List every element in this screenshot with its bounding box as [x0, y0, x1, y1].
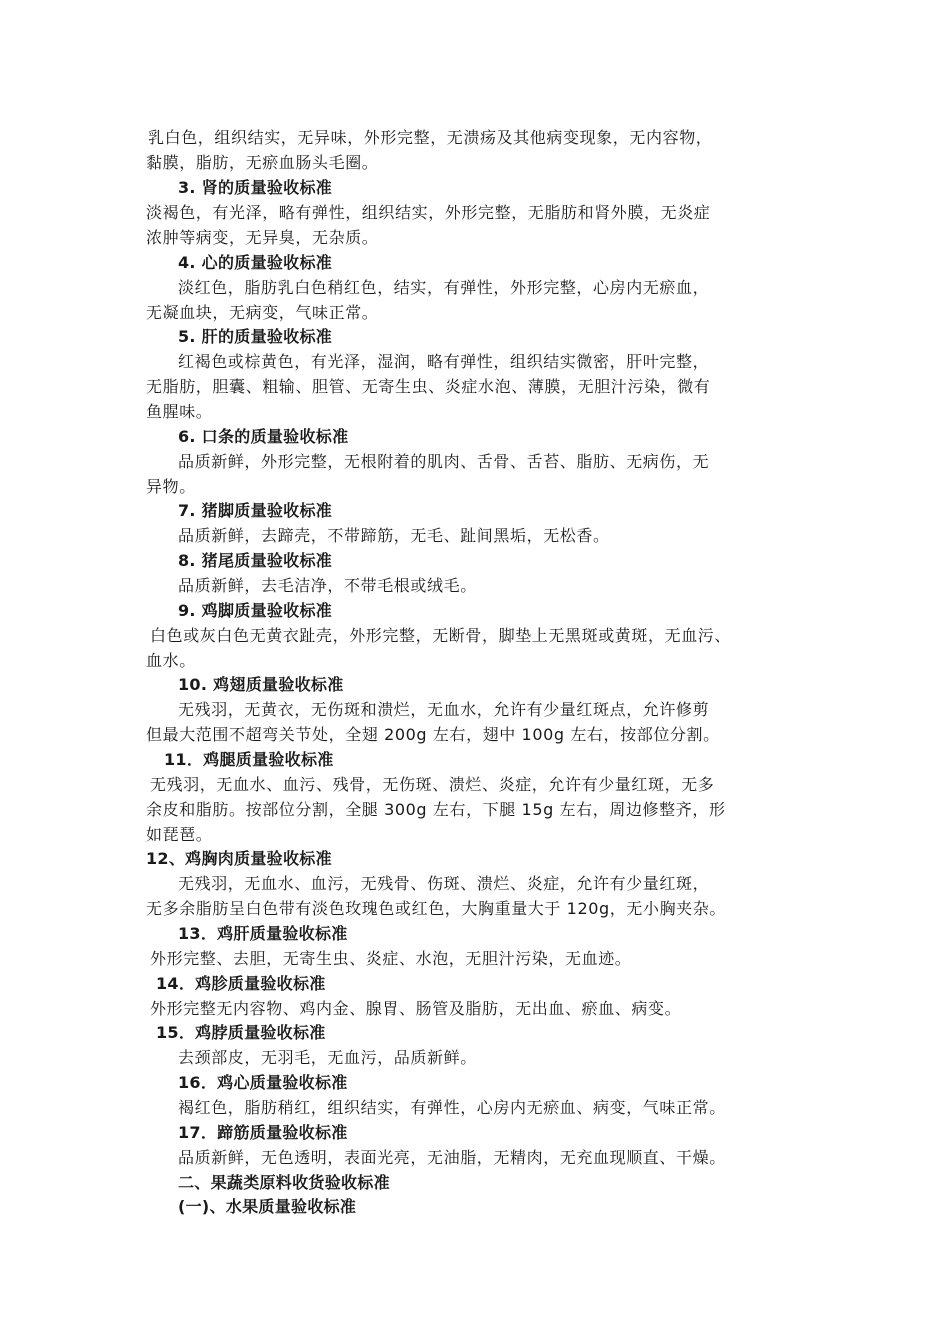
- section-heading: 15．鸡脖质量验收标准: [156, 1023, 326, 1042]
- section-heading: 9. 鸡脚质量验收标准: [178, 601, 333, 620]
- section-heading: 4. 心的质量验收标准: [178, 253, 333, 272]
- body-text-line: 异物。: [146, 477, 196, 496]
- body-text-line: 无残羽，无黄衣，无伤斑和溃烂，无血水，允许有少量红斑点，允许修剪: [178, 700, 710, 719]
- body-text-line: 黏膜，脂肪，无瘀血肠头毛圈。: [146, 153, 379, 172]
- body-text-line: 品质新鲜，外形完整，无根附着的肌肉、舌骨、舌苔、脂肪、无病伤，无: [178, 452, 710, 471]
- body-text-line: 品质新鲜，去毛洁净，不带毛根或绒毛。: [178, 576, 477, 595]
- body-text-line: 浓肿等病变，无异臭，无杂质。: [146, 228, 379, 247]
- section-heading: 10. 鸡翅质量验收标准: [178, 675, 344, 694]
- body-text-line: 白色或灰白色无黄衣趾壳，外形完整，无断骨，脚垫上无黑斑或黄斑，无血污、: [150, 626, 732, 645]
- body-text-line: 无残羽，无血水、血污，无残骨、伤斑、溃烂、炎症，允许有少量红斑，: [178, 874, 710, 893]
- body-text-line: 淡褐色，有光泽，略有弹性，组织结实，外形完整，无脂肪和肾外膜，无炎症: [146, 203, 711, 222]
- body-text-line: 但最大范围不超弯关节处，全翅 200g 左右，翅中 100g 左右，按部位分割。: [146, 725, 720, 744]
- body-text-line: 外形完整无内容物、鸡内金、腺胃、肠管及脂肪，无出血、瘀血、病变。: [150, 999, 682, 1018]
- section-heading: 12、鸡胸肉质量验收标准: [146, 849, 332, 868]
- body-text-line: 品质新鲜，去蹄壳，不带蹄筋，无毛、趾间黑垢，无松香。: [178, 526, 610, 545]
- section-heading: 16．鸡心质量验收标准: [178, 1073, 348, 1092]
- section-heading: 3. 肾的质量验收标准: [178, 178, 333, 197]
- body-text-line: 褐红色，脂肪稍红，组织结实，有弹性，心房内无瘀血、病变，气味正常。: [178, 1098, 726, 1117]
- section-heading: 5. 肝的质量验收标准: [178, 327, 333, 346]
- section-heading: 14．鸡胗质量验收标准: [156, 974, 326, 993]
- section-heading: 6. 口条的质量验收标准: [178, 427, 349, 446]
- body-text-line: 如琵琶。: [146, 825, 213, 844]
- section-heading: 8. 猪尾质量验收标准: [178, 551, 333, 570]
- body-text-line: 无脂肪，胆囊、粗输、胆管、无寄生虫、炎症水泡、薄膜，无胆汁污染，微有: [146, 377, 711, 396]
- body-text-line: 无残羽，无血水、血污、残骨，无伤斑、溃烂、炎症，允许有少量红斑，无多: [150, 775, 715, 794]
- body-text-line: 去颈部皮，无羽毛，无血污，品质新鲜。: [178, 1048, 477, 1067]
- body-text-line: 淡红色，脂肪乳白色稍红色，结实，有弹性，外形完整，心房内无瘀血，: [178, 278, 710, 297]
- body-text-line: 红褐色或棕黄色，有光泽，湿润，略有弹性，组织结实微密，肝叶完整，: [178, 352, 710, 371]
- body-text-line: 乳白色，组织结实，无异味，外形完整，无溃疡及其他病变现象，无内容物，: [148, 128, 713, 147]
- section-heading: 17．蹄筋质量验收标准: [178, 1123, 348, 1142]
- section-heading: (一)、水果质量验收标准: [178, 1197, 357, 1216]
- body-text-line: 鱼腥味。: [146, 402, 213, 421]
- body-text-line: 外形完整、去胆，无寄生虫、炎症、水泡，无胆汁污染，无血迹。: [150, 949, 632, 968]
- section-heading: 13．鸡肝质量验收标准: [178, 924, 348, 943]
- body-text-line: 余皮和脂肪。按部位分割，全腿 300g 左右，下腿 15g 左右，周边修整齐，形: [146, 800, 726, 819]
- body-text-line: 品质新鲜，无色透明，表面光亮，无油脂，无精肉，无充血现顺直、干燥。: [178, 1148, 726, 1167]
- section-heading: 7. 猪脚质量验收标准: [178, 501, 333, 520]
- body-text-line: 血水。: [146, 651, 196, 670]
- section-heading: 二、果蔬类原料收货验收标准: [178, 1173, 390, 1192]
- body-text-line: 无凝血块，无病变，气味正常。: [146, 303, 379, 322]
- section-heading: 11．鸡腿质量验收标准: [164, 750, 334, 769]
- body-text-line: 无多余脂肪呈白色带有淡色玫瑰色或红色，大胸重量大于 120g，无小胸夹杂。: [146, 899, 726, 918]
